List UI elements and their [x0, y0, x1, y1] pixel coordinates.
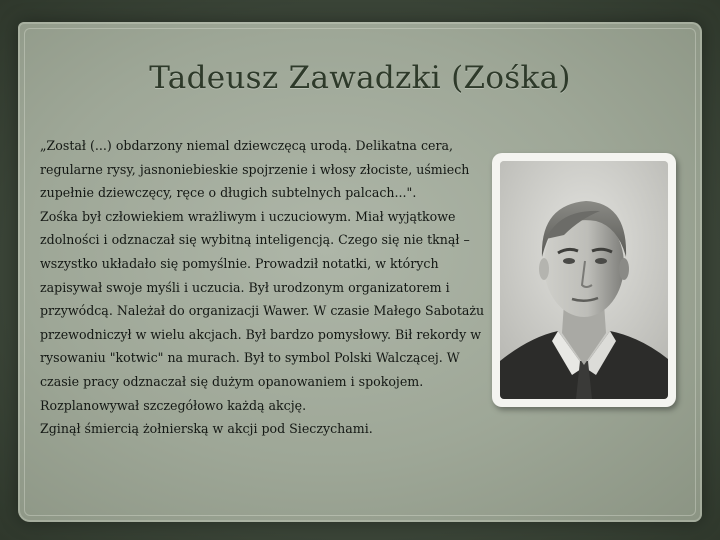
text-line: regularne rysy, jasnoniebieskie spojrzenie i włosy złociste, uśmiech	[40, 161, 470, 177]
text-line: przewodniczył w wielu akcjach. Był bardzo pomysłowy. Bił rekordy w	[40, 326, 482, 342]
slide-title: Tadeusz Zawadzki (Zośka)	[149, 60, 571, 96]
text-line: rysowaniu "kotwic" na murach. Był to symbol Polski Walczącej. W	[40, 350, 460, 366]
text-line: Rozplanowywał szczegółowo każdą akcję.	[40, 397, 307, 413]
text-line: czasie pracy odznaczał się dużym opanowaniem i spokojem.	[40, 373, 424, 389]
text-line: zapisywał swoje myśli i uczucia. Był urodzonym organizatorem i	[40, 279, 450, 295]
text-line: „Został (...) obdarzony niemal dziewczęcą urodą. Delikatna cera,	[40, 138, 453, 153]
text-line: zdolności i odznaczał się wybitną inteligencją. Czego się nie tknął –	[40, 232, 470, 248]
biography-text	[40, 134, 520, 441]
text-line: zupełnie dziewczęcy, ręce o długich subtelnych palcach...".	[40, 185, 417, 201]
portrait-frame	[492, 153, 676, 407]
portrait-photo	[500, 161, 668, 399]
text-line: Zginął śmiercią żołnierską w akcji pod Sieczychami.	[40, 421, 373, 437]
text-line: przywódcą. Należał do organizacji Wawer. W czasie Małego Sabotażu	[40, 303, 485, 319]
text-line: Zośka był człowiekiem wrażliwym i uczuciowym. Miał wyjątkowe	[40, 208, 456, 224]
text-line: wszystko układało się pomyślnie. Prowadził notatki, w których	[40, 255, 439, 271]
